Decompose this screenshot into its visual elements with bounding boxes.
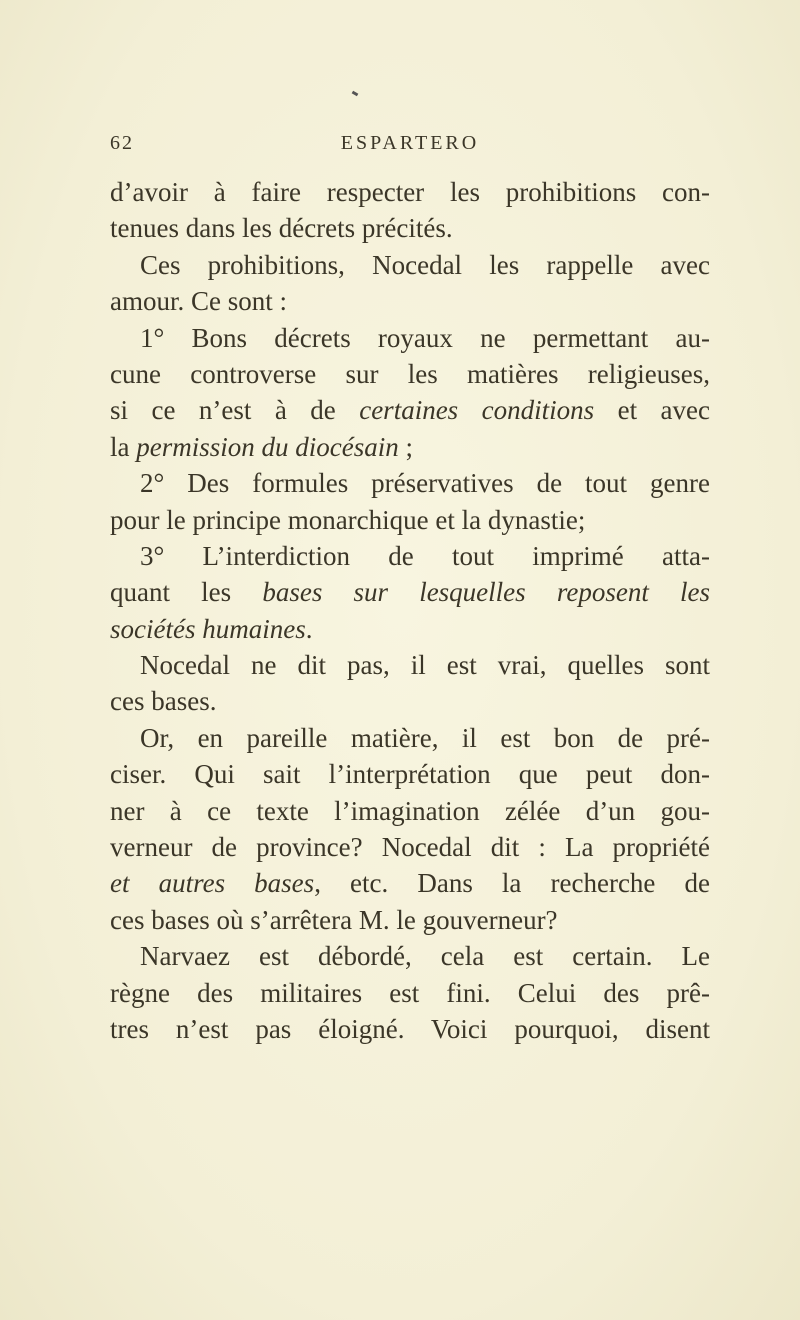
text-segment: tres n’est pas éloigné. Voici pourquoi, disent (110, 1013, 710, 1044)
text-line (110, 720, 710, 756)
page-number: 62 (110, 132, 134, 154)
text-segment: amour. Ce sont : (110, 286, 287, 317)
text-line (110, 247, 710, 283)
text-segment: , etc. Dans la recherche de (314, 868, 710, 899)
italic-text: certaines conditions (359, 395, 595, 426)
text-segment: quant les (110, 577, 263, 608)
text-line (110, 465, 710, 501)
text-line (110, 975, 710, 1011)
text-line (110, 283, 710, 319)
text-segment: règne des militaires est fini. Celui des prê- (110, 977, 710, 1008)
text-segment: Or, en pareille matière, il est bon de pré- (140, 722, 710, 753)
text-line (110, 611, 710, 647)
text-line (110, 502, 710, 538)
text-line (110, 392, 710, 428)
text-line (110, 574, 710, 610)
text-segment: ; (398, 431, 414, 462)
text-line (110, 429, 710, 465)
text-segment: 1° Bons décrets royaux ne permettant au- (140, 322, 710, 353)
italic-text: permission du diocésain (136, 431, 399, 462)
italic-text: bases sur lesquelles reposent les (262, 577, 710, 608)
text-segment: verneur de province? Nocedal dit : La propriété (110, 832, 710, 863)
text-line (110, 538, 710, 574)
text-line (110, 320, 710, 356)
text-segment: d’avoir à faire respecter les prohibitions con- (110, 177, 710, 207)
text-line (110, 865, 710, 901)
text-segment: ces bases. (110, 686, 217, 717)
running-title: ESPARTERO (340, 132, 480, 154)
text-segment: . (305, 613, 313, 644)
italic-text: sociétés humaines (110, 613, 306, 644)
ink-speck (352, 91, 359, 97)
text-segment: 3° L’interdiction de tout imprimé atta- (140, 540, 710, 571)
text-segment: ciser. Qui sait l’interprétation que peut don- (110, 759, 710, 790)
text-segment: ner à ce texte l’imagination zélée d’un gou- (110, 795, 710, 826)
text-line (110, 683, 710, 719)
text-line (110, 902, 710, 938)
text-line (110, 1011, 710, 1047)
text-segment: si ce n’est à de (110, 395, 360, 426)
italic-text: et autres bases (110, 868, 315, 899)
body-text (110, 174, 710, 1047)
text-segment: et avec (594, 395, 710, 426)
text-segment: la (110, 431, 137, 462)
text-line (110, 756, 710, 792)
text-segment: cune controverse sur les matières religieuses, (110, 358, 710, 389)
text-line (110, 793, 710, 829)
text-line (110, 174, 710, 210)
page-header (110, 132, 710, 162)
text-segment: ces bases où s’arrêtera M. le gouverneur? (110, 904, 558, 935)
text-line (110, 938, 710, 974)
text-segment: pour le principe monarchique et la dynastie; (110, 504, 586, 535)
text-line (110, 210, 710, 246)
text-segment: Ces prohibitions, Nocedal les rappelle avec (140, 249, 710, 280)
text-segment: Narvaez est débordé, cela est certain. Le (140, 941, 710, 972)
text-segment: Nocedal ne dit pas, il est vrai, quelles sont (140, 650, 710, 681)
text-line (110, 356, 710, 392)
text-segment: tenues dans les décrets précités. (110, 213, 453, 244)
text-line (110, 829, 710, 865)
text-line (110, 647, 710, 683)
text-segment: 2° Des formules préservatives de tout genre (140, 468, 710, 499)
